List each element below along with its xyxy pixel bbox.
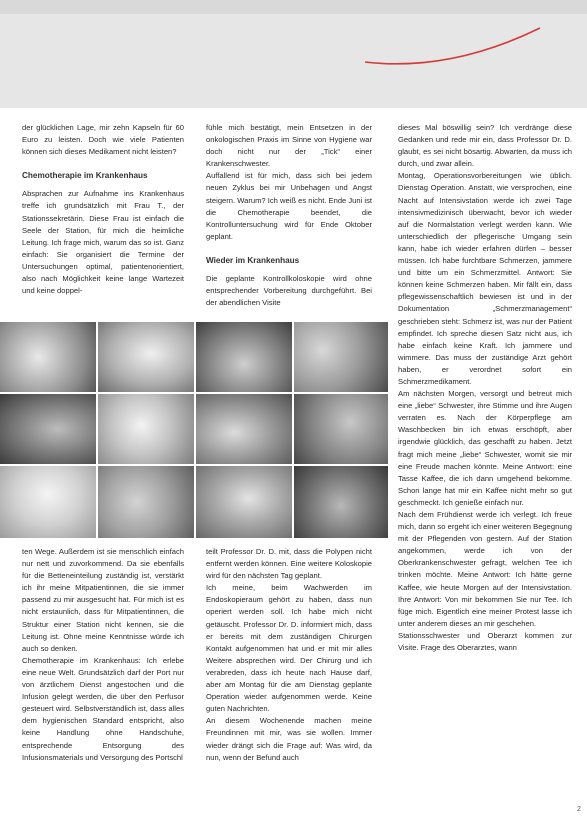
paragraph: Ich meine, beim Wachwerden im Endoskopieraum gehört zu haben, dass nun operiert werden soll. Ich habe mich nicht getäuscht. Professor Dr. D. informiert mich, dass er bereits mit dem zuständigen Chirurgen Kontakt aufgenommen hat und er mit mir alles Weitere absprechen wird. Der Chirurg und ich verabreden, dass ich heute nach Hause darf, aber am Montag für die am Dienstag geplante Operation wieder aufgenommen werde. Keine guten Nachrichten. — [206, 583, 372, 714]
paragraph: Nach dem Frühdienst werde ich verlegt. Ich freue mich, dann so ergeht ich einer weiteren Begegnung mit der Pflegenden von gestern. Auf der Station angekommen, werde ich von der Oberkrankenschwester gefragt, welchen Tee ich trinken möchte. Meine Antwort: Ich hätte gerne Kaffee, wie heute Morgen auf der Intensivstation. Ihre Antwort: Von mir bekommen Sie nur Tee. Ich füge mich. Eigentlich eine meiner Protest lasse ich unter anderem dieses an mir geschehen. — [398, 510, 572, 628]
column-2-bottom — [206, 546, 372, 764]
photo-tile — [0, 394, 96, 464]
photo-tile — [0, 322, 96, 392]
photo-mosaic — [0, 322, 388, 538]
header-decoration — [0, 0, 587, 108]
paragraph: dieses Mal böswillig sein? Ich verdränge diese Gedanken und rede mir ein, dass Professor Dr. D. glaubt, es sei nicht bösartig. Abwarten, da muss ich durch, und zwar allein. — [398, 123, 572, 169]
paragraph: der glücklichen Lage, mir zehn Kapseln für 60 Euro zu leisten. Doch wie viele Patienten können sich dieses Medikament nicht leisten? — [22, 123, 184, 157]
paragraph: Die geplante Kontrollkoloskopie wird ohne entsprechender Vorbereitung durchgeführt. Bei der abendlichen Visite — [206, 274, 372, 308]
paragraph: ten Wege. Außerdem ist sie menschlich einfach nur nett und zuvorkommend. Da sie ebenfalls für die Betteneinteilung zuständig ist, verstärkt ich ihr meine Mitpatientinnen, die sie immer passend zu mir ausgesucht hat. Für mich ist es nicht erstaunlich, dass für Mitpatientinnen, die Struktur einer Station nicht kennen, sie die Leitung ist. Ohne meine Kenntnisse würde ich auch so denken. — [22, 547, 184, 653]
paragraph: Stationsschwester und Oberarzt kommen zur Visite. Frage des Oberarztes, wann — [398, 630, 572, 653]
paragraph: teilt Professor Dr. D. mit, dass die Polypen nicht entfernt werden können. Eine weitere Koloskopie wird für den nächsten Tag geplant. — [206, 547, 372, 581]
photo-tile — [294, 394, 388, 464]
header-band — [0, 0, 587, 108]
paragraph: An diesem Wochenende machen meine Freundinnen mit mir, was sie wollen. Immer wieder drängt sich die Frage auf: Was wird, da nun, wenn der Befund auch — [206, 716, 372, 762]
photo-tile — [98, 322, 194, 392]
section-heading-chemotherapie: Chemotherapie im Krankenhaus — [22, 171, 148, 181]
page-number: 2 — [577, 806, 581, 813]
photo-tile — [98, 394, 194, 464]
photo-tile — [196, 394, 292, 464]
paragraph: Chemotherapie im Krankenhaus: Ich erlebe eine neue Welt. Grundsätzlich darf der Port nur von ärztlichem Dienst angestochen und die Infusion gelegt werden, die über den Perfusor gesteuert wird. Selbstverständlich ist, dass alles dem hygienischen Standard entspricht, also keine Handlung ohne Handschuhe, entsprechende Entsorgung des Infusionsmaterials und Versorgung des Portschl — [22, 655, 184, 762]
photo-tile — [0, 466, 96, 538]
accent-swoosh — [365, 28, 540, 64]
section-heading-wieder-im-krankenhaus: Wieder im Krankenhaus — [206, 255, 300, 265]
photo-tile — [294, 322, 388, 392]
photo-tile — [196, 466, 292, 538]
column-1-bottom — [22, 546, 184, 764]
column-3 — [398, 122, 572, 654]
photo-tile — [196, 322, 292, 392]
paragraph: Montag, Operationsvorbereitungen wie üblich. Dienstag Operation. Anstatt, wie versprochen, eine Nacht auf Intensivstation werde ich zwei Tage intensivmedizinisch überwacht, bevor ich wieder auf die Normalstation verlegt werden kann. Wie unterschiedlich der pflegerische Umgang sein kann, habe ich wieder erfahren dürfen – besser müssen. Ich habe furchtbare Schmerzen, jammere und bitte um ein Schmerzmittel. Antwort: Sie können keine Schmerzen haben. Mir fällt ein, dass pflegewissenschaftlich bewiesen ist und in der Dokumentation „Schmerzmanagement“ geschrieben steht: Schmerz ist, was nur der Patient empfindet. Ich spreche diesen Satz nicht aus, ich habe einfach keine Kraft. Ich jammere und wimmere. Das muss der zuständige Arzt gehört haben, er verordnet sofort ein Schmerzmedikament. — [398, 171, 572, 386]
column-1-top — [22, 122, 184, 297]
paragraph: Absprachen zur Aufnahme ins Krankenhaus treffe ich grundsätzlich mit Frau T., der Stationssekretärin. Diese Frau ist einfach die Seele der Station, für mich die heimliche Leitung. Ich frage mich, warum das so ist. Ganz einfach: Sie organisiert die Termine der Untersuchungen optimal, patientenorientiert, also nach Möglichkeit keine lange Wartezeit und keine doppel- — [22, 189, 184, 296]
paragraph: fühle mich bestätigt, mein Entsetzen in der onkologischen Praxis im Sinne von Hygiene war doch nicht nur der „Tick“ einer Krankenschwester. — [206, 123, 372, 169]
photo-tile — [294, 466, 388, 538]
column-2-top — [206, 122, 372, 309]
paragraph: Auffallend ist für mich, dass sich bei jedem neuen Zyklus bei mir Unbehagen und Angst steigern. Warum? Ich weiß es nicht. Ende Juni ist die Chemotherapie beendet, die Kontrolluntersuchung wird für Ende Oktober geplant. — [206, 171, 373, 241]
photo-tile — [98, 466, 194, 538]
paragraph: Am nächsten Morgen, versorgt und betreut mich eine „liebe“ Schwester, ihre Stimme und ihre Augen verraten es. Nach der Körperpflege am Waschbecken bin ich etwas erschöpft, aber irgendwie glücklich, das geschafft zu haben. Jetzt fragt mich meine „liebe“ Schwester, womit sie mir eine Freude machen könnte. Meine Antwort: eine Tasse Kaffee, die ich dann umgehend bekomme. Schon lange hat mir ein Kaffee nicht mehr so gut geschmeckt. Ich genieße einfach nur. — [398, 389, 572, 507]
